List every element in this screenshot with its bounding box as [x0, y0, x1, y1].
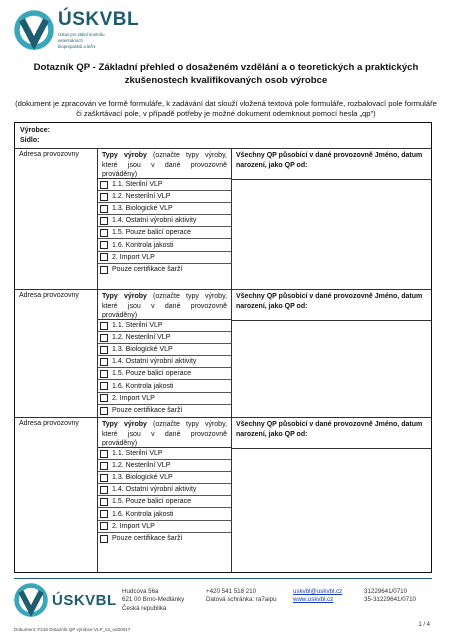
document-title: Dotazník QP - Základní přehled o dosaženém vzdělání a o teoretických a praktických zkušenostech kvalifikovaných osob výrobce [33, 62, 419, 86]
production-types-title: Typy výroby [102, 421, 147, 428]
qp-input-field[interactable] [232, 179, 431, 289]
footer-email-link[interactable]: uskvbl@uskvbl.cz [293, 588, 343, 595]
checkbox-row[interactable] [98, 380, 231, 392]
checkbox-label: 1.2. Nesterilní VLP [112, 462, 171, 470]
checkbox[interactable] [100, 229, 108, 237]
checkbox-label: 1.3. Biologické VLP [112, 474, 173, 482]
checkbox-label: 1.4. Ostatní výrobní aktivity [112, 358, 197, 366]
checkbox-label: 1.5. Pouze balicí operace [112, 370, 191, 378]
checkbox-label: 1.6. Kontrola jakosti [112, 510, 174, 518]
facility-section-1 [15, 149, 431, 290]
checkbox-label: 1.6. Kontrola jakosti [112, 382, 174, 390]
checkbox[interactable] [100, 266, 108, 274]
checkbox-row[interactable] [98, 393, 231, 405]
qp-heading: Všechny QP působící v dané provozovně Jméno, datum narození, jako QP od: [236, 421, 423, 438]
facility-address-field[interactable]: Adresa provozovny [15, 290, 98, 417]
checkbox-row[interactable] [98, 521, 231, 533]
manufacturer-label[interactable]: Výrobce: [20, 127, 50, 134]
production-types-column [98, 149, 232, 289]
production-types-title: Typy výroby [102, 152, 147, 159]
production-types-note: (označte typy výroby, které jsou v dané provozovně prováděny) [102, 421, 228, 447]
facility-address-field[interactable]: Adresa provozovny [15, 149, 98, 289]
logo-tagline-1: Ústav pro státní kontrolu [58, 31, 105, 37]
footer-address-line: Česká republika [122, 604, 167, 612]
checkbox[interactable] [100, 382, 108, 390]
checkbox-row[interactable] [98, 460, 231, 472]
checkbox[interactable] [100, 322, 108, 330]
checkbox[interactable] [100, 522, 108, 530]
checkbox-row[interactable] [98, 203, 231, 215]
footer-contact [206, 588, 277, 605]
production-types-note: (označte typy výroby, které jsou v dané provozovně prováděny) [102, 293, 228, 319]
qp-column [232, 149, 431, 289]
checkbox[interactable] [100, 394, 108, 402]
checkbox[interactable] [100, 486, 108, 494]
checkbox[interactable] [100, 241, 108, 249]
qp-heading: Všechny QP působící v dané provozovně Jméno, datum narození, jako QP od: [236, 293, 423, 310]
footer-web-link[interactable]: www.uskvbl.cz [293, 596, 334, 604]
facility-section-2 [15, 290, 431, 418]
uskvbl-logo [14, 10, 139, 50]
checkbox-label: 1.2. Nesterilní VLP [112, 334, 171, 342]
footer-logo [14, 583, 117, 617]
logo-tagline-3: biopreparátů a léčiv [58, 43, 96, 49]
checkbox[interactable] [100, 217, 108, 225]
checkbox[interactable] [100, 370, 108, 378]
footer-address [122, 588, 184, 613]
qp-input-field[interactable] [232, 320, 431, 417]
logo-tagline-2: veterinárních [58, 37, 83, 43]
checkbox-row[interactable] [98, 368, 231, 380]
checkbox-label: 1.3. Biologické VLP [112, 346, 173, 354]
checkbox[interactable] [100, 498, 108, 506]
checkbox-label: 1.3. Biologické VLP [112, 205, 173, 213]
checkbox-row[interactable] [98, 179, 231, 191]
footer-ico2: 35-31229641/0710 [364, 596, 416, 604]
checkbox-row[interactable] [98, 215, 231, 227]
checkbox-label: 1.4. Ostatní výrobní aktivity [112, 486, 197, 494]
checkbox-row[interactable] [98, 264, 231, 276]
production-types-column [98, 290, 232, 417]
footer-address-line: Hudcova 56a [122, 588, 159, 595]
questionnaire-form [14, 122, 432, 573]
checkbox[interactable] [100, 205, 108, 213]
checkbox-row[interactable] [98, 533, 231, 545]
checkbox[interactable] [100, 474, 108, 482]
checkbox-row[interactable] [98, 508, 231, 520]
checkbox[interactable] [100, 193, 108, 201]
checkbox-row[interactable] [98, 332, 231, 344]
checkbox[interactable] [100, 462, 108, 470]
checkbox-label: Pouze certifikace šarží [112, 535, 183, 543]
production-types-checkboxes [98, 448, 231, 545]
logo-text [58, 9, 139, 49]
checkbox[interactable] [100, 334, 108, 342]
checkbox-row[interactable] [98, 356, 231, 368]
document-subtitle: (dokument je zpracován ve formě formuláře, k zadávání dat slouží vložená textová pole formuláře, rozbalovací pole formuláře či zaškrtávací pole, v případě potřeby je možné dokument odemknout pomocí hesla „qp") [15, 99, 437, 118]
production-types-note: (označte typy výroby, které jsou v dané provozovně prováděny) [102, 152, 228, 178]
uskvbl-emblem-icon [14, 583, 48, 617]
checkbox-label: 1.1. Sterilní VLP [112, 322, 163, 330]
checkbox-row[interactable] [98, 472, 231, 484]
facility-address-field[interactable]: Adresa provozovny [15, 418, 98, 572]
production-types-title: Typy výroby [102, 293, 147, 300]
checkbox[interactable] [100, 535, 108, 543]
qp-input-field[interactable] [232, 448, 431, 572]
checkbox-label: 1.1. Sterilní VLP [112, 181, 163, 189]
production-types-heading [98, 290, 231, 320]
logo-name: ÚSKVBL [58, 8, 140, 30]
seat-label[interactable]: Sídlo: [20, 137, 40, 144]
checkbox[interactable] [100, 450, 108, 458]
production-types-checkboxes [98, 179, 231, 276]
checkbox-label: 1.2. Nesterilní VLP [112, 193, 171, 201]
facility-section-3 [15, 418, 431, 572]
checkbox-row[interactable] [98, 344, 231, 356]
footer-divider [14, 578, 432, 579]
footer-phone: +420 541 518 210 [206, 588, 257, 595]
checkbox-row[interactable] [98, 405, 231, 417]
checkbox-label: 1.6. Kontrola jakosti [112, 241, 174, 249]
checkbox[interactable] [100, 407, 108, 415]
checkbox-label: 2. Import VLP [112, 394, 155, 402]
checkbox-label: 1.1. Sterilní VLP [112, 450, 163, 458]
checkbox-row[interactable] [98, 227, 231, 239]
production-types-heading [98, 149, 231, 179]
checkbox-row[interactable] [98, 484, 231, 496]
checkbox-row[interactable] [98, 191, 231, 203]
checkbox-row[interactable] [98, 448, 231, 460]
footer-ids [364, 588, 416, 605]
checkbox[interactable] [100, 346, 108, 354]
uskvbl-emblem-icon [14, 10, 54, 50]
qp-column [232, 290, 431, 417]
checkbox[interactable] [100, 358, 108, 366]
checkbox-row[interactable] [98, 239, 231, 251]
footer-links [293, 588, 342, 605]
checkbox-label: 2. Import VLP [112, 253, 155, 261]
manufacturer-header [15, 123, 431, 149]
document-id: Dokument: F216 Dotazník QP výrobce VLP_v3_ed20017 [14, 627, 131, 632]
qp-column [232, 418, 431, 572]
footer-ico: 31229641/0710 [364, 588, 408, 595]
qp-heading: Všechny QP působící v dané provozovně Jméno, datum narození, jako QP od: [236, 152, 423, 169]
checkbox[interactable] [100, 510, 108, 518]
checkbox-label: 2. Import VLP [112, 522, 155, 530]
footer-address-line: 621 00 Brno-Medlánky [122, 596, 185, 604]
checkbox-row[interactable] [98, 496, 231, 508]
checkbox-label: 1.4. Ostatní výrobní aktivity [112, 217, 197, 225]
footer-logo-name: ÚSKVBL [52, 591, 117, 609]
checkbox[interactable] [100, 253, 108, 261]
checkbox-label: Pouze certifikace šarží [112, 407, 183, 415]
footer-databox: Datová schránka: ra7aipu [206, 596, 277, 604]
page-number: 1 / 4 [418, 622, 430, 628]
checkbox-row[interactable] [98, 320, 231, 332]
production-types-heading [98, 418, 231, 448]
checkbox-row[interactable] [98, 252, 231, 264]
checkbox-label: 1.5. Pouze balicí operace [112, 229, 191, 237]
checkbox-label: 1.5. Pouze balicí operace [112, 498, 191, 506]
checkbox-label: Pouze certifikace šarží [112, 266, 183, 274]
production-types-checkboxes [98, 320, 231, 417]
checkbox[interactable] [100, 181, 108, 189]
production-types-column [98, 418, 232, 572]
